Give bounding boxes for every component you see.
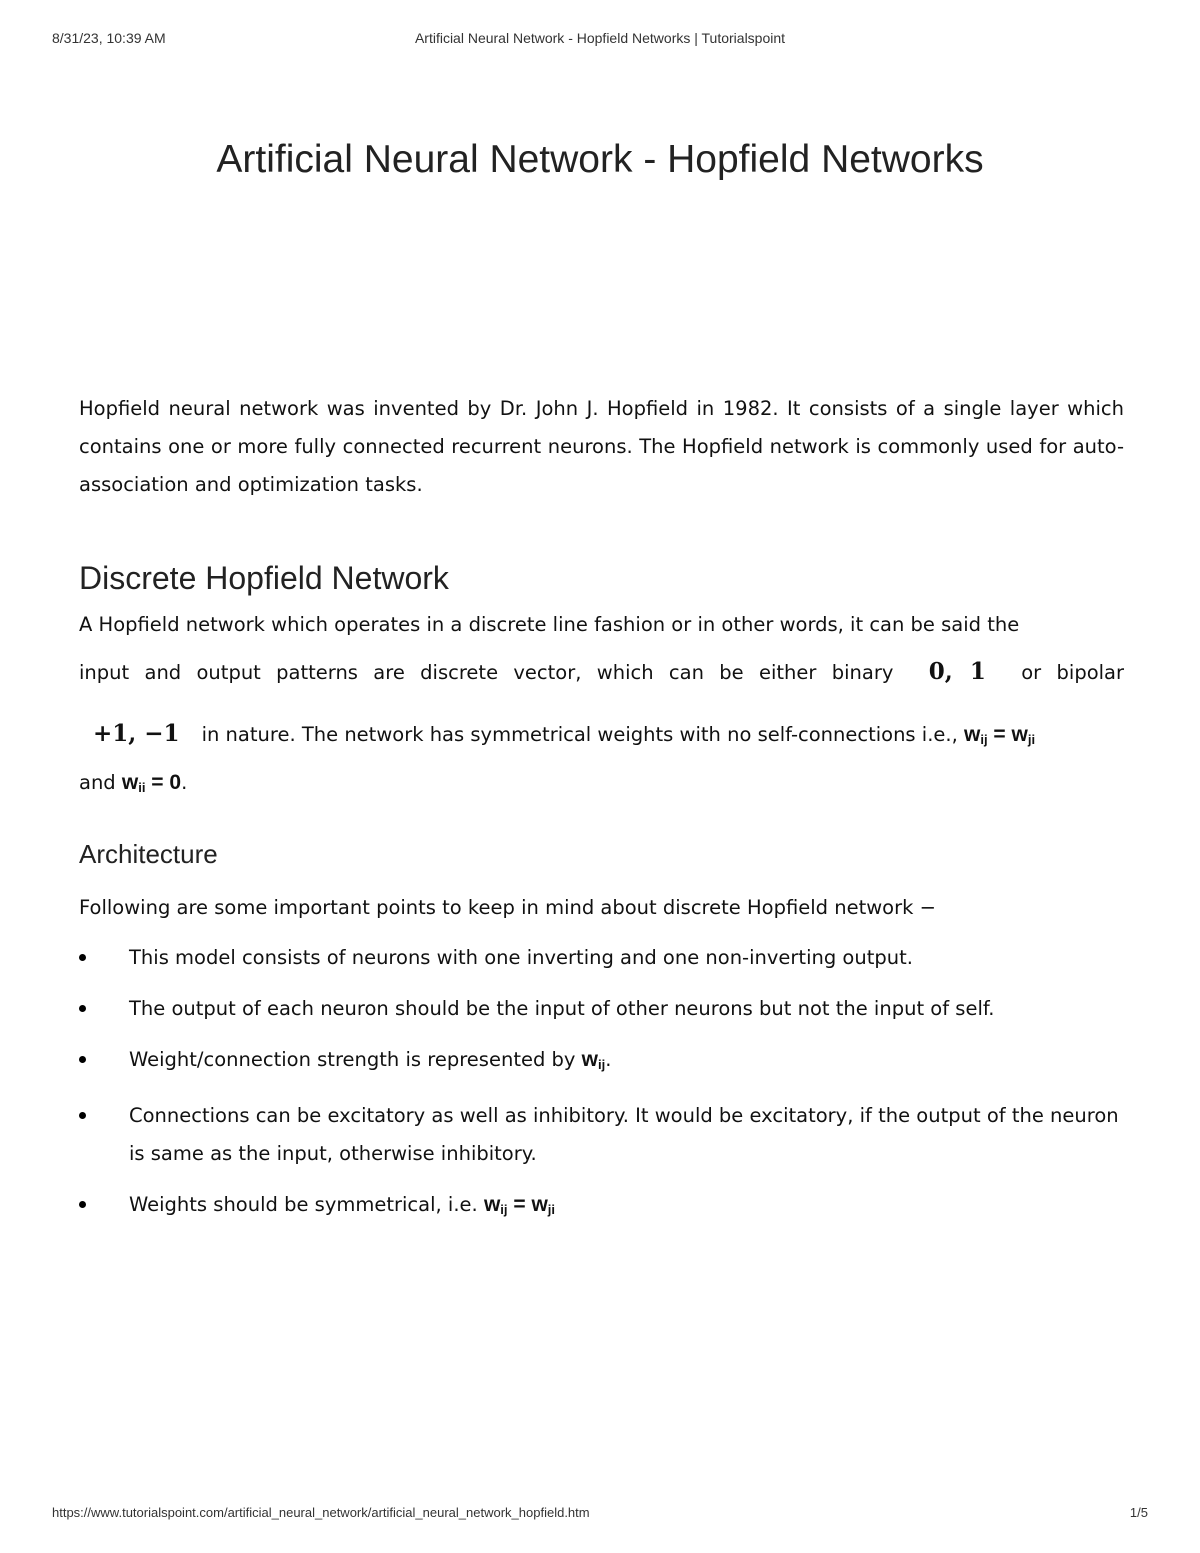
discrete-hopfield-heading: Discrete Hopfield Network [79, 560, 449, 596]
print-footer [52, 1505, 1148, 1525]
print-document-title: Artificial Neural Network - Hopfield Networks | Tutorialspoint [414, 30, 786, 46]
bullet-icon [79, 1112, 86, 1119]
bipolar-values-math: +1, −1 [93, 720, 180, 747]
bullet-icon [79, 954, 86, 961]
list-item: The output of each neuron should be the input of other neurons but not the input of self. [79, 990, 1124, 1028]
weight-symbol: $w_{ij}$ [581, 1048, 606, 1072]
symmetric-weights-formula: $w_{ij} = w_{ji}$ [964, 723, 1036, 747]
bullet-icon [79, 1201, 86, 1208]
discrete-line-2 [79, 644, 1124, 700]
binary-values-math: 0, 1 [928, 658, 986, 685]
discrete-line-2-text: input and output patterns are discrete vector, which can be either binary [79, 661, 894, 684]
discrete-line-1: A Hopfield network which operates in a discrete line fashion or in other words, it can be said the [79, 613, 1020, 636]
print-date: 8/31/23, 10:39 AM [52, 30, 166, 46]
print-header [52, 30, 1148, 50]
discrete-line-4: and $w_{ii} = 0$. [79, 771, 188, 795]
architecture-points-list [79, 939, 1124, 1229]
page-url: https://www.tutorialspoint.com/artificial_neural_network/artificial_neural_network_hopfield.htm [52, 1505, 590, 1520]
and-text: and [79, 771, 116, 794]
list-item: This model consists of neurons with one inverting and one non-inverting output. [79, 939, 1124, 977]
discrete-hopfield-paragraph [79, 606, 1124, 803]
discrete-line-3 [79, 700, 1124, 768]
article-content [79, 390, 1124, 1242]
list-item: Connections can be excitatory as well as inhibitory. It would be excitatory, if the output of the neuron is same as the input, otherwise inhibitory. [79, 1097, 1124, 1173]
intro-paragraph: Hopfield neural network was invented by Dr. John J. Hopfield in 1982. It consists of a single layer which contains one or more fully connected recurrent neurons. The Hopfield network is commonly used for auto-association and optimization tasks. [79, 397, 1124, 496]
bullet-icon [79, 1056, 86, 1063]
discrete-line-3-text: in nature. The network has symmetrical weights with no self-connections i.e., [201, 723, 958, 746]
list-item: Weight/connection strength is represented by $w_{ij}$. [79, 1041, 1124, 1084]
page-number: 1/5 [1129, 1505, 1148, 1520]
discrete-line-2-tail: or bipolar [1021, 661, 1125, 684]
architecture-intro: Following are some important points to keep in mind about discrete Hopfield network − [79, 896, 936, 919]
page-title: Artificial Neural Network - Hopfield Networks [216, 138, 984, 181]
list-item: Weights should be symmetrical, i.e. $w_{ij} = w_{ji}$ [79, 1186, 1124, 1229]
architecture-heading: Architecture [79, 839, 218, 869]
symmetric-weights-formula: $w_{ij} = w_{ji}$ [483, 1193, 556, 1217]
bullet-icon [79, 1005, 86, 1012]
self-connection-formula: $w_{ii} = 0$ [121, 771, 182, 795]
